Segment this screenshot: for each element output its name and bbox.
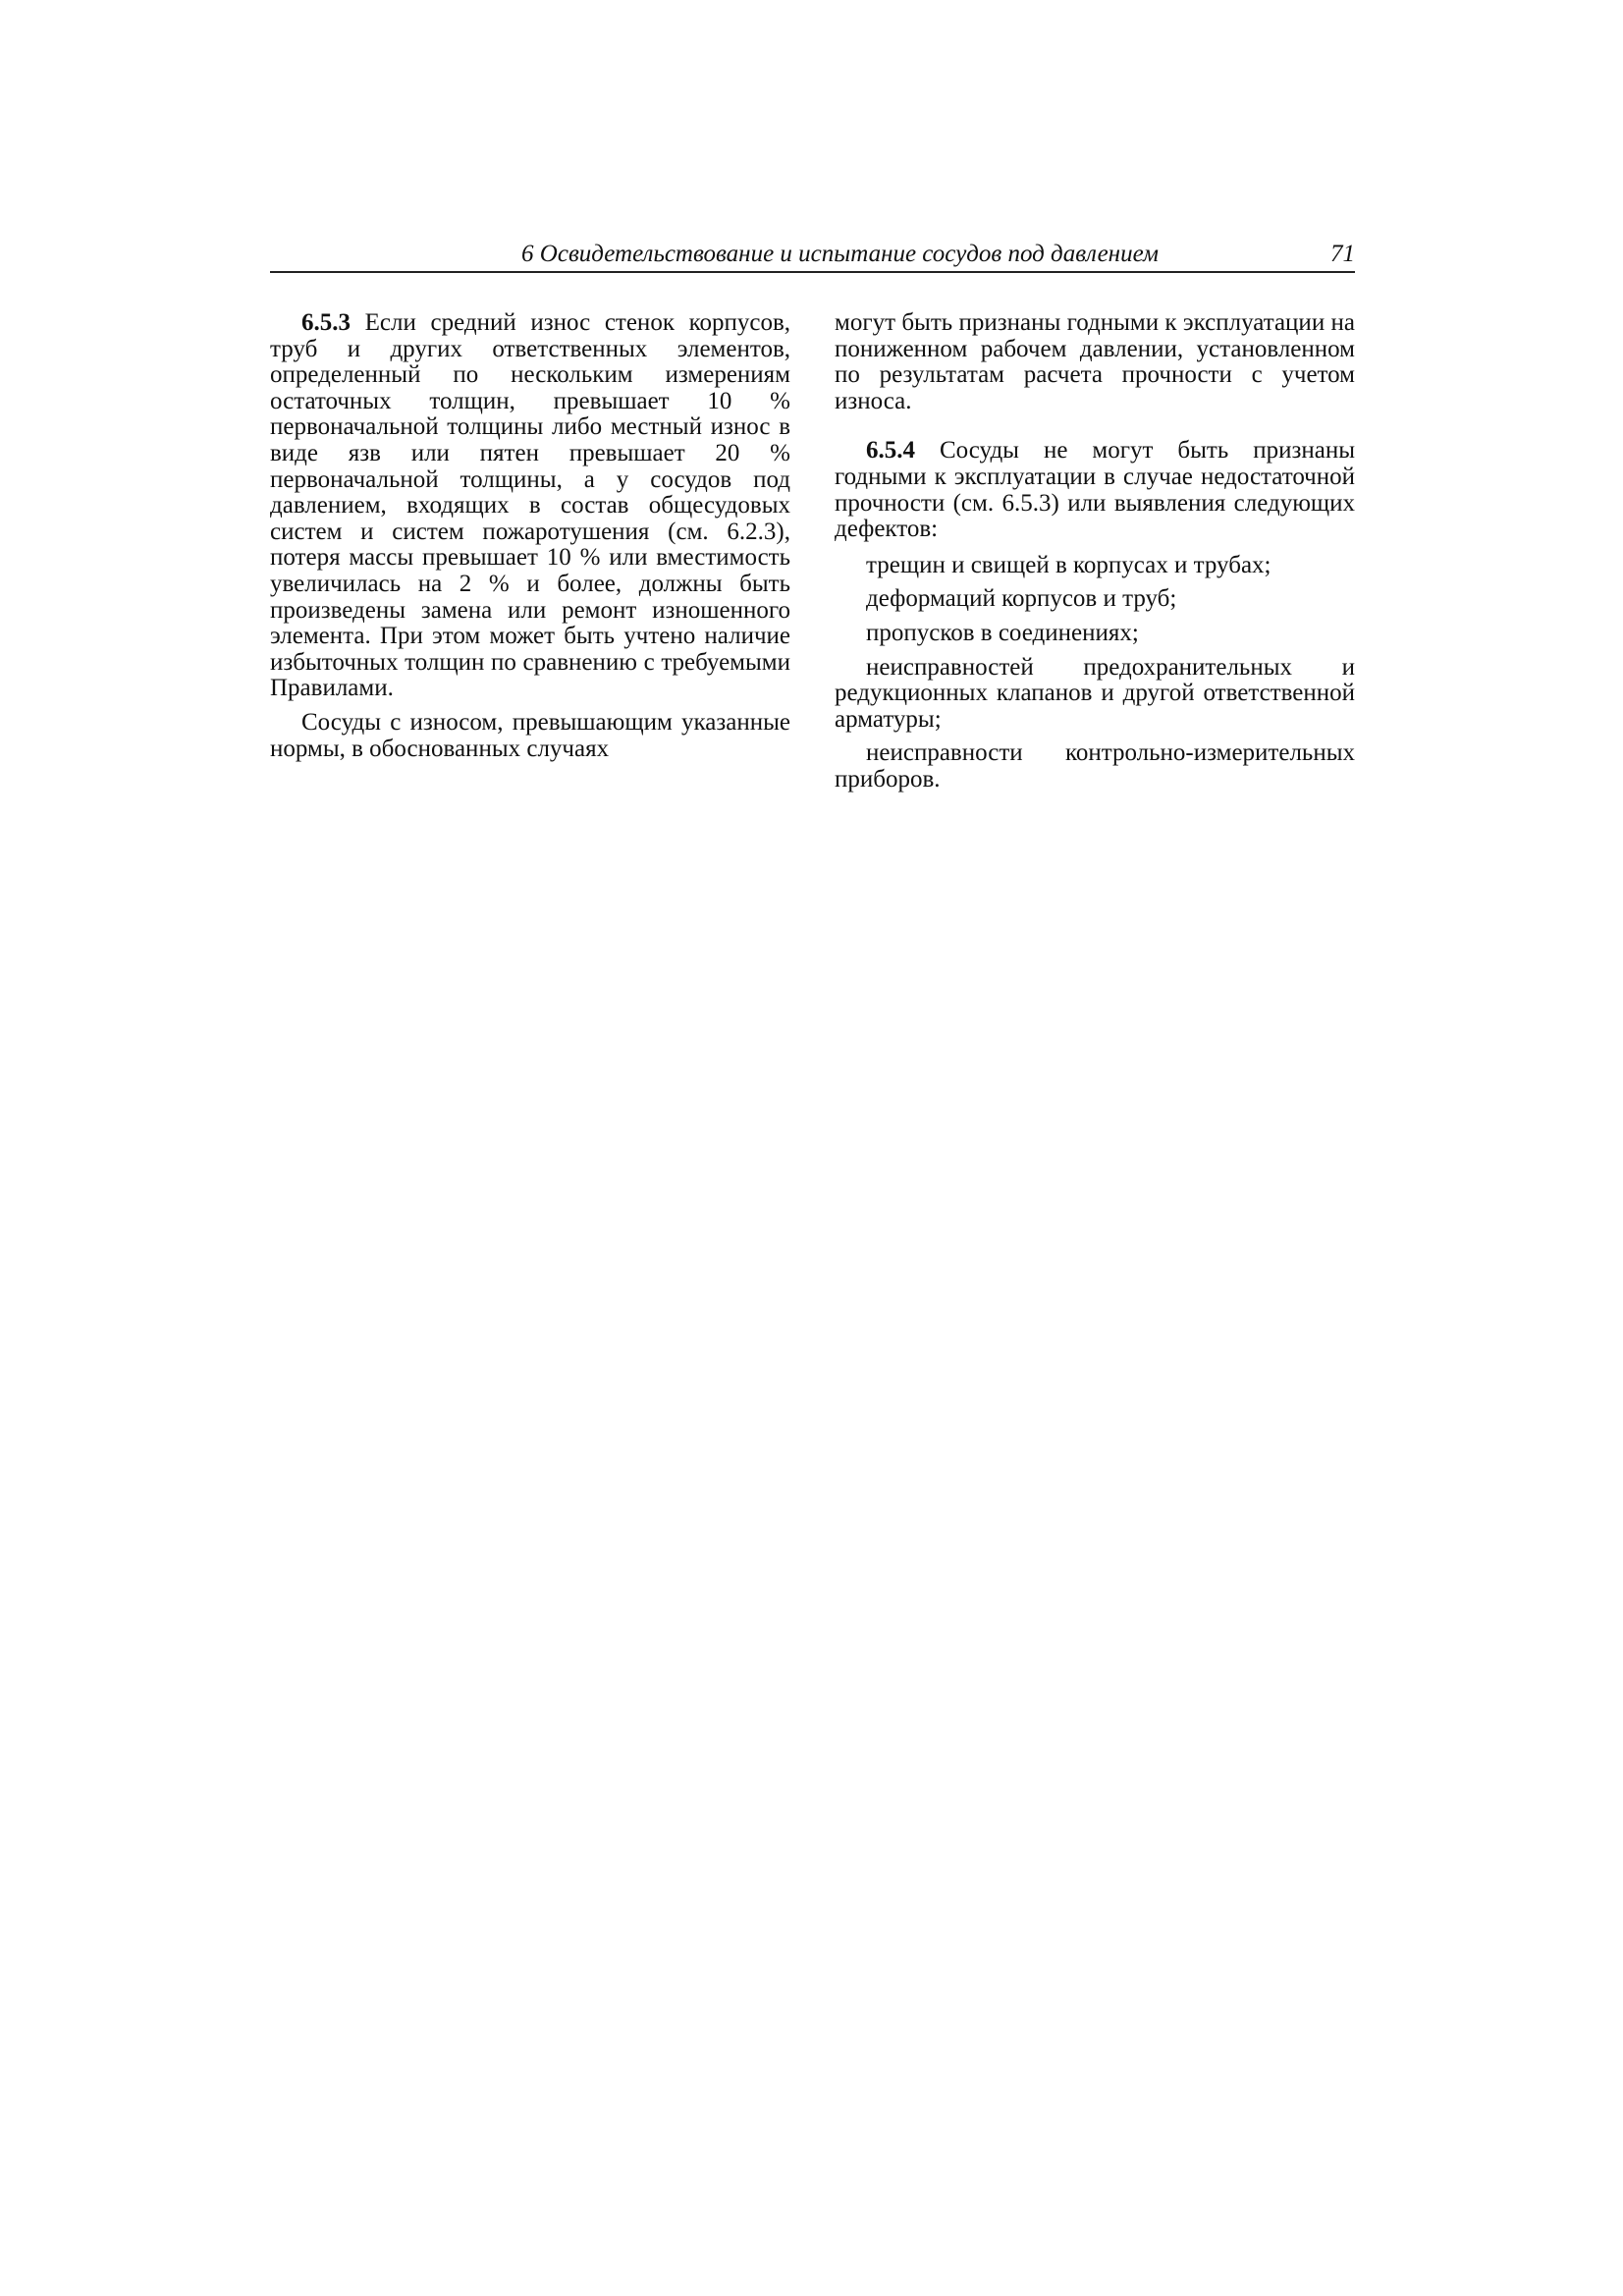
defect-list-item: неисправностей предохранительных и редукционных клапанов и другой ответственной арматуры; <box>835 653 1355 733</box>
right-column <box>835 310 1355 793</box>
defect-list-item: деформаций корпусов и труб; <box>866 585 1177 613</box>
paragraph-text: Сосуды не могут быть признаны годными к эксплуатации в случае недостаточной прочности (см. 6.5.3) или выявления следующих дефектов: <box>835 437 1355 543</box>
defect-list-item: неисправности контрольно-измерительных приборов. <box>835 739 1355 793</box>
section-number: 6.5.4 <box>866 437 915 465</box>
left-column <box>270 310 790 762</box>
paragraph-6-5-3 <box>270 310 790 702</box>
defect-list-item: пропусков в соединениях; <box>866 619 1139 646</box>
paragraph-worn-vessels: Сосуды с износом, превышающим указанные нормы, в обоснованных случаях <box>270 708 790 762</box>
page-number: 71 <box>1330 241 1355 267</box>
running-header <box>270 238 1355 273</box>
running-title: 6 Освидетельствование и испытание сосудов под давлением <box>521 241 1159 267</box>
paragraph-continuation: могут быть признаны годными к эксплуатации на пониженном рабочем давлении, установленном по результатам расчета прочности с учетом износа. <box>835 309 1355 414</box>
section-number: 6.5.3 <box>301 309 351 336</box>
defect-list-item: трещин и свищей в корпусах и трубах; <box>866 551 1271 578</box>
paragraph-text: Если средний износ стенок корпусов, труб и других ответственных элементов, определенный по нескольким измерениям остаточных толщин, превышает 10 % первоначальной толщины либо местный износ в виде язв или пятен превышает 20 % первоначальной толщины, а у сосудов под давлением, входящих в состав общесудовых систем и систем пожаротушения (см. 6.2.3), потеря массы превышает 10 % или вместимость увеличилась на 2 % и более, должны быть произведены замена или ремонт изношенного элемента. При этом может быть учтено наличие избыточных толщин по сравнению с требуемыми Правилами. <box>270 309 790 702</box>
paragraph-6-5-4 <box>835 438 1355 542</box>
